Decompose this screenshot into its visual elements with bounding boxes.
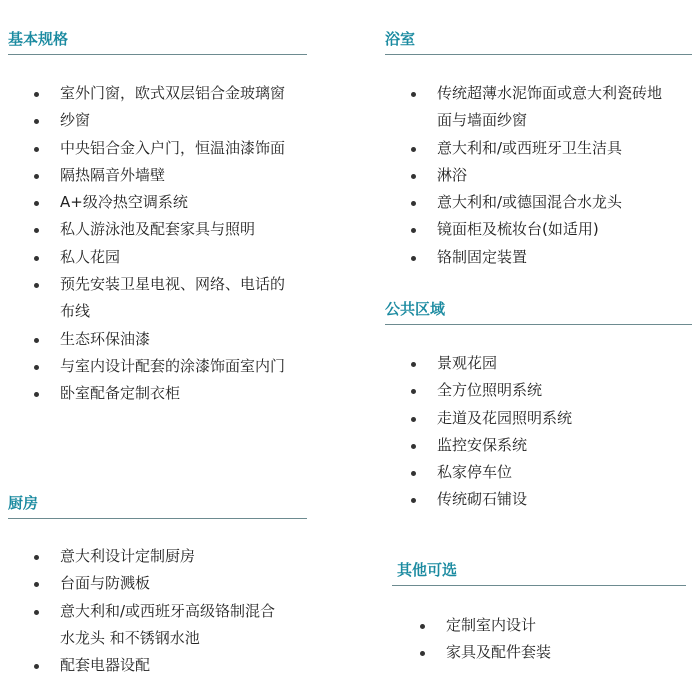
bullet-icon <box>420 624 425 629</box>
list-item <box>411 350 692 377</box>
list-item-text: 定制室内设计 <box>446 616 537 634</box>
list-item <box>34 652 307 679</box>
bullet-icon <box>34 338 39 343</box>
section-divider <box>385 54 692 55</box>
list-item-text: 私家停车位 <box>437 463 513 482</box>
list-item-text: 铬制固定装置 <box>437 247 528 266</box>
list-item <box>411 216 692 243</box>
bullet-icon <box>420 651 425 656</box>
section-bathroom <box>385 29 692 271</box>
list-item <box>34 244 307 271</box>
bullet-icon <box>411 362 416 367</box>
bullet-icon <box>34 283 39 288</box>
bullet-icon <box>34 147 39 152</box>
section-divider <box>8 518 307 519</box>
bullet-icon <box>34 664 39 669</box>
list-item <box>411 162 692 189</box>
list-item <box>411 486 692 513</box>
list-item-text: 传统砌石铺设 <box>437 490 528 509</box>
list-item <box>34 162 307 189</box>
list-item-text: 室外门窗，欧式双层铝合金玻璃窗 <box>60 84 286 102</box>
bullet-icon <box>34 555 39 560</box>
list-item-text: A+级冷热空调系统 <box>60 193 188 212</box>
section-kitchen <box>8 493 307 679</box>
list-item <box>411 459 692 486</box>
list-item-text: 淋浴 <box>437 165 468 184</box>
item-list <box>411 350 692 514</box>
list-item-text: 与室内设计配套的涂漆饰面室内门 <box>60 356 286 375</box>
list-item <box>411 244 692 271</box>
bullet-icon <box>34 228 39 233</box>
bullet-icon <box>34 256 39 261</box>
list-item-text: 配套电器设配 <box>60 656 151 675</box>
section-title: 浴室 <box>385 30 416 48</box>
list-item <box>420 639 686 666</box>
list-item <box>411 432 692 459</box>
section-divider <box>385 324 692 325</box>
list-item-text: 私人花园 <box>60 247 121 266</box>
section-title: 基本规格 <box>8 30 69 48</box>
bullet-icon <box>411 228 416 233</box>
list-item <box>34 189 307 216</box>
bullet-icon <box>34 92 39 97</box>
bullet-icon <box>411 201 416 206</box>
list-item <box>34 353 307 380</box>
list-item-text: 监控安保系统 <box>437 435 528 454</box>
section-divider <box>392 585 686 586</box>
list-item-text: 家具及配件套装 <box>446 643 552 662</box>
list-item-text: 卧室配备定制衣柜 <box>60 384 181 403</box>
bullet-icon <box>411 256 416 261</box>
section-basic-specs <box>8 29 307 408</box>
item-list <box>411 80 692 271</box>
list-item-text: 意大利和/或西班牙卫生洁具 <box>437 138 623 157</box>
section-divider <box>8 54 307 55</box>
section-title: 其他可选 <box>397 561 458 579</box>
list-item-text: 传统超薄水泥饰面或意大利瓷砖地 <box>437 84 663 102</box>
list-item <box>34 216 307 243</box>
list-item <box>411 405 692 432</box>
bullet-icon <box>411 498 416 503</box>
list-item-continuation <box>34 298 307 325</box>
list-item <box>411 135 692 162</box>
list-item-continuation <box>411 107 692 134</box>
list-item-text: 全方位照明系统 <box>437 381 543 400</box>
list-item-text: 水龙头 和不锈钢水池 <box>60 628 200 647</box>
list-item <box>420 612 686 639</box>
bullet-icon <box>411 389 416 394</box>
bullet-icon <box>411 147 416 152</box>
item-list <box>420 612 686 667</box>
list-item <box>34 543 307 570</box>
section-title: 公共区域 <box>385 300 446 318</box>
list-item <box>34 380 307 407</box>
bullet-icon <box>34 119 39 124</box>
bullet-icon <box>34 174 39 179</box>
list-item-text: 布线 <box>60 302 91 321</box>
list-item-text: 台面与防溅板 <box>60 574 151 593</box>
list-item <box>34 80 307 107</box>
bullet-icon <box>411 92 416 97</box>
list-item-text: 预先安装卫星电视、网络、电话的 <box>60 275 286 294</box>
list-item <box>411 189 692 216</box>
list-item <box>34 271 307 298</box>
list-item-text: 意大利设计定制厨房 <box>60 547 196 565</box>
list-item <box>34 326 307 353</box>
item-list <box>34 80 307 408</box>
list-item <box>411 80 692 107</box>
list-item-text: 镜面柜及梳妆台(如适用) <box>437 220 599 239</box>
section-other-options <box>392 560 686 667</box>
list-item-text: 面与墙面纱窗 <box>437 111 528 130</box>
list-item <box>34 107 307 134</box>
list-item-text: 意大利和/或德国混合水龙头 <box>437 193 623 212</box>
item-list <box>34 543 307 679</box>
bullet-icon <box>411 174 416 179</box>
section-title: 厨房 <box>8 494 39 512</box>
list-item-text: 私人游泳池及配套家具与照明 <box>60 220 256 239</box>
list-item-text: 景观花园 <box>437 354 498 372</box>
list-item-text: 中央铝合金入户门，恒温油漆饰面 <box>60 138 286 157</box>
list-item-continuation <box>34 625 307 652</box>
list-item-text: 意大利和/或西班牙高级铬制混合 <box>60 601 276 620</box>
list-item <box>34 135 307 162</box>
list-item <box>34 570 307 597</box>
list-item-text: 生态环保油漆 <box>60 329 151 348</box>
list-item <box>34 598 307 625</box>
list-item <box>411 377 692 404</box>
bullet-icon <box>34 610 39 615</box>
bullet-icon <box>411 444 416 449</box>
bullet-icon <box>34 392 39 397</box>
bullet-icon <box>34 201 39 206</box>
list-item-text: 走道及花园照明系统 <box>437 408 573 427</box>
section-public-areas <box>385 299 692 514</box>
list-item-text: 纱窗 <box>60 111 91 130</box>
bullet-icon <box>34 582 39 587</box>
bullet-icon <box>411 471 416 476</box>
bullet-icon <box>34 365 39 370</box>
bullet-icon <box>411 417 416 422</box>
list-item-text: 隔热隔音外墙壁 <box>60 165 166 184</box>
